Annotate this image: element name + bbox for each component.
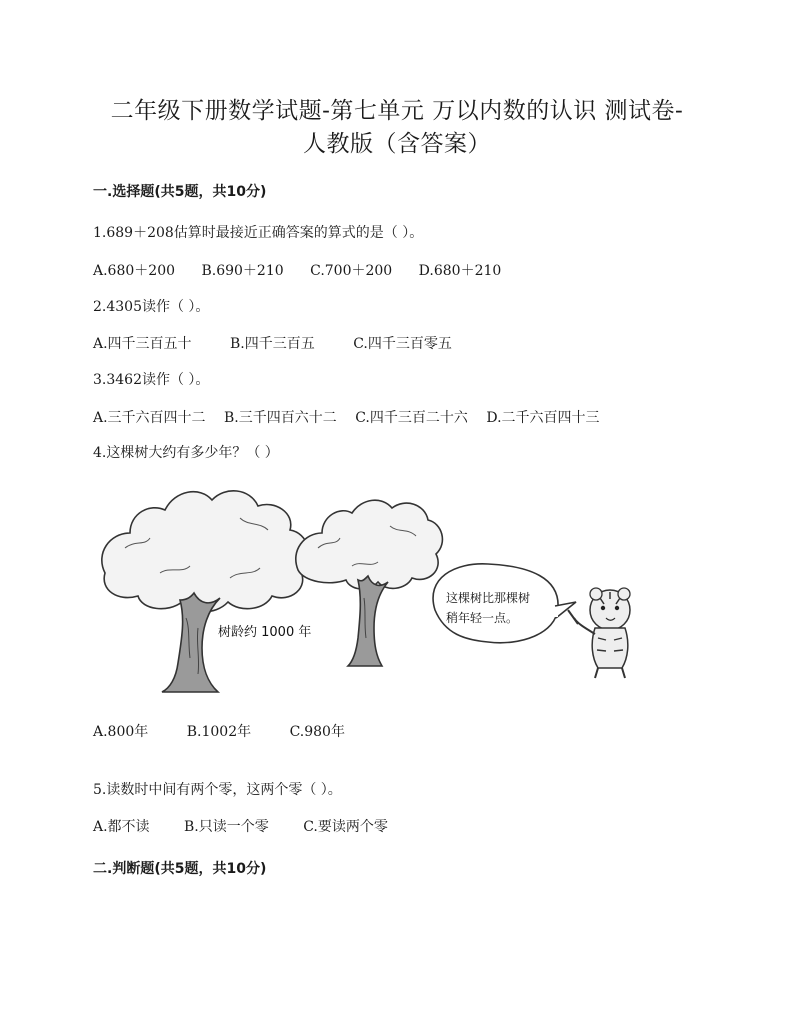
question-3-option-a[interactable]: A.三千六百四十二 — [93, 410, 206, 426]
question-1-options — [93, 260, 523, 280]
question-5-option-b[interactable]: B.只读一个零 — [184, 819, 269, 835]
question-4-stem: 4.这棵树大约有多少年？（ ） — [93, 445, 279, 461]
question-3-options — [93, 407, 622, 427]
question-5-stem: 5.读数时中间有两个零，这两个零（ ）。 — [93, 782, 342, 798]
question-1-option-c[interactable]: C.700＋200 — [310, 263, 393, 279]
question-3-option-b[interactable]: B.三千四百六十二 — [224, 410, 337, 426]
question-1-option-d[interactable]: D.680＋210 — [418, 263, 502, 279]
speech-bubble — [433, 564, 576, 643]
section-heading-true-false: 二.判断题(共5题，共10分) — [93, 861, 267, 877]
question-1-option-a[interactable]: A.680＋200 — [93, 263, 176, 279]
question-5-option-a[interactable]: A.都不读 — [93, 819, 150, 835]
old-tree-illustration — [102, 491, 312, 692]
question-1-option-b[interactable]: B.690＋210 — [201, 263, 284, 279]
question-2-option-b[interactable]: B.四千三百五 — [230, 336, 315, 352]
speech-line-1: 这棵树比那棵树 — [446, 591, 531, 605]
question-3-option-d[interactable]: D.二千六百四十三 — [486, 410, 600, 426]
question-4-option-b[interactable]: B.1002年 — [186, 724, 252, 740]
question-2-stem: 2.4305读作（ ）。 — [93, 299, 210, 315]
tiger-character-illustration — [568, 588, 630, 678]
page-title-line-1: 二年级下册数学试题-第七单元 万以内数的认识 测试卷- — [110, 98, 684, 124]
question-2-option-a[interactable]: A.四千三百五十 — [93, 336, 192, 352]
section-heading-choice: 一.选择题(共5题，共10分) — [93, 184, 267, 200]
question-4-option-a[interactable]: A.800年 — [93, 724, 149, 740]
question-5-option-c[interactable]: C.要读两个零 — [303, 819, 388, 835]
question-4-options — [93, 721, 367, 741]
question-5-options — [93, 816, 410, 836]
question-2-option-c[interactable]: C.四千三百零五 — [353, 336, 452, 352]
question-3-stem: 3.3462读作（ ）。 — [93, 372, 210, 388]
young-tree-illustration — [296, 500, 443, 666]
question-3-option-c[interactable]: C.四千三百二十六 — [355, 410, 468, 426]
tree-age-label: 树龄约 1000 年 — [218, 625, 312, 640]
question-4-figure — [90, 478, 650, 698]
question-1-stem: 1.689＋208估算时最接近正确答案的算式的是（ ）。 — [93, 225, 424, 241]
page-title-line-2: 人教版（含答案） — [303, 131, 491, 157]
question-4-option-c[interactable]: C.980年 — [289, 724, 345, 740]
question-2-options — [93, 333, 474, 353]
speech-line-2: 稍年轻一点。 — [446, 611, 519, 625]
